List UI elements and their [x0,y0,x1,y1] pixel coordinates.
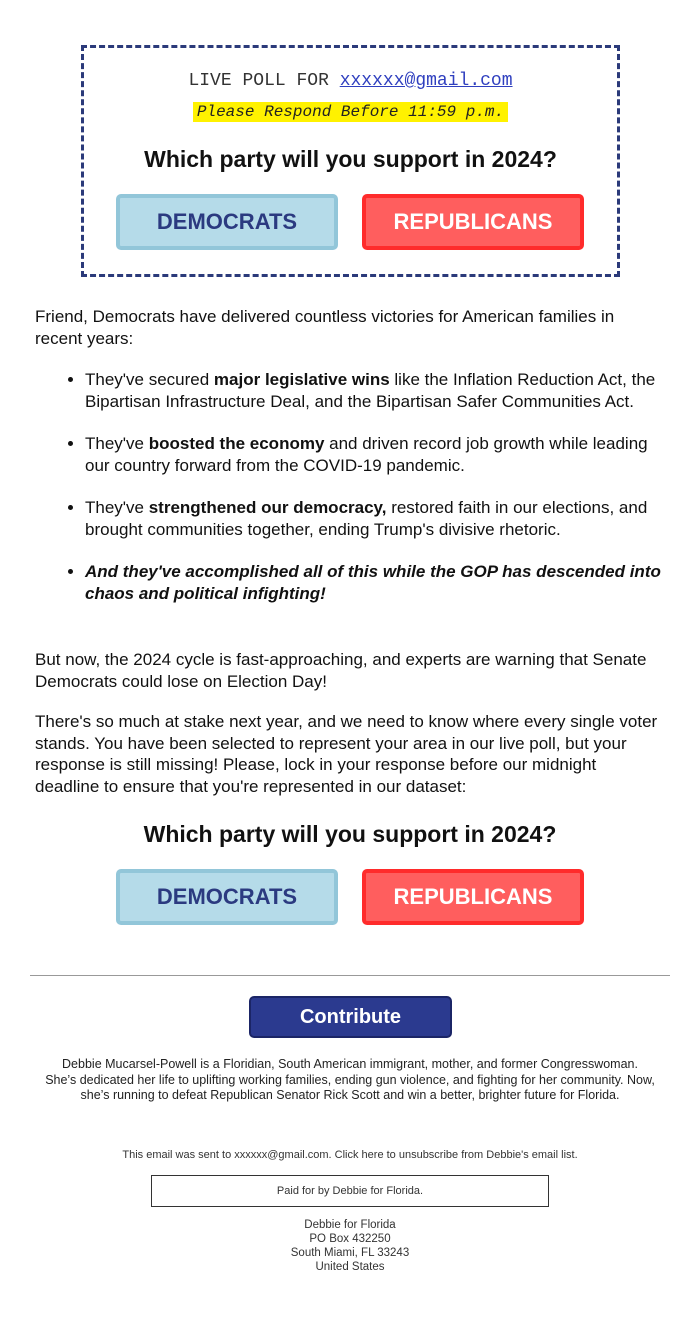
poll-question: Which party will you support in 2024? [144,146,557,172]
address-line: Debbie for Florida [304,1219,396,1231]
intro-paragraph: Friend, Democrats have delivered countless victories for American families in recent years: [35,307,615,348]
list-item: • They've secured major legislative wins like the Inflation Reduction Act, the Bipartisan Infrastructure Deal, and the Bipartisan Safer Communities Act. [85,369,665,412]
democrats-button[interactable]: DEMOCRATS [116,194,338,250]
address-line: South Miami, FL 33243 [290,1247,410,1259]
live-poll-line [84,71,617,91]
mailing-address [0,1218,700,1274]
unsubscribe-notice[interactable]: This email was sent to xxxxxx@gmail.com. Click here to unsubscribe from Debbie's email list. [122,1149,578,1161]
poll-email-link[interactable]: xxxxxx@gmail.com [339,71,513,91]
list-item: • And they've accomplished all of this while the GOP has descended into chaos and political infighting! [85,561,665,604]
paid-for-disclaimer: Paid for by Debbie for Florida. [151,1175,549,1207]
live-poll-label: LIVE POLL FOR [188,71,329,91]
republicans-button-2[interactable]: REPUBLICANS [362,869,584,925]
democrats-button-2[interactable]: DEMOCRATS [116,869,338,925]
live-poll-box [81,45,620,277]
poll-request-paragraph: There's so much at stake next year, and we need to know where every single voter stands. You have been selected to represent your area in our live poll, but your response is still missing! Please, lock in your response before our midnight deadline to ensure that you're represented in our dataset: [35,712,658,796]
footer-divider [30,975,670,976]
address-line: United States [315,1261,385,1273]
victories-list [35,369,665,625]
warning-paragraph: But now, the 2024 cycle is fast-approaching, and experts are warning that Senate Democrats could lose on Election Day! [35,650,647,691]
poll-question-repeat: Which party will you support in 2024? [143,821,557,847]
republicans-button[interactable]: REPUBLICANS [362,194,584,250]
contribute-button[interactable]: Contribute [249,996,452,1038]
list-item: • They've strengthened our democracy, restored faith in our elections, and brought communities together, ending Trump's divisive rhetoric. [85,497,665,540]
list-item: • They've boosted the economy and driven record job growth while leading our country forward from the COVID-19 pandemic. [85,433,665,476]
deadline-banner [84,103,617,121]
address-line: PO Box 432250 [309,1233,391,1245]
candidate-bio: Debbie Mucarsel-Powell is a Floridian, South American immigrant, mother, and former Congresswoman. She’s dedicated her life to uplifting working families, ending gun violence, and fighting for her community. Now, she’s running to defeat Republican Senator Rick Scott and win a better, brighter future for Florida. [45,1057,655,1102]
deadline-text: Please Respond Before 11:59 p.m. [193,102,508,122]
